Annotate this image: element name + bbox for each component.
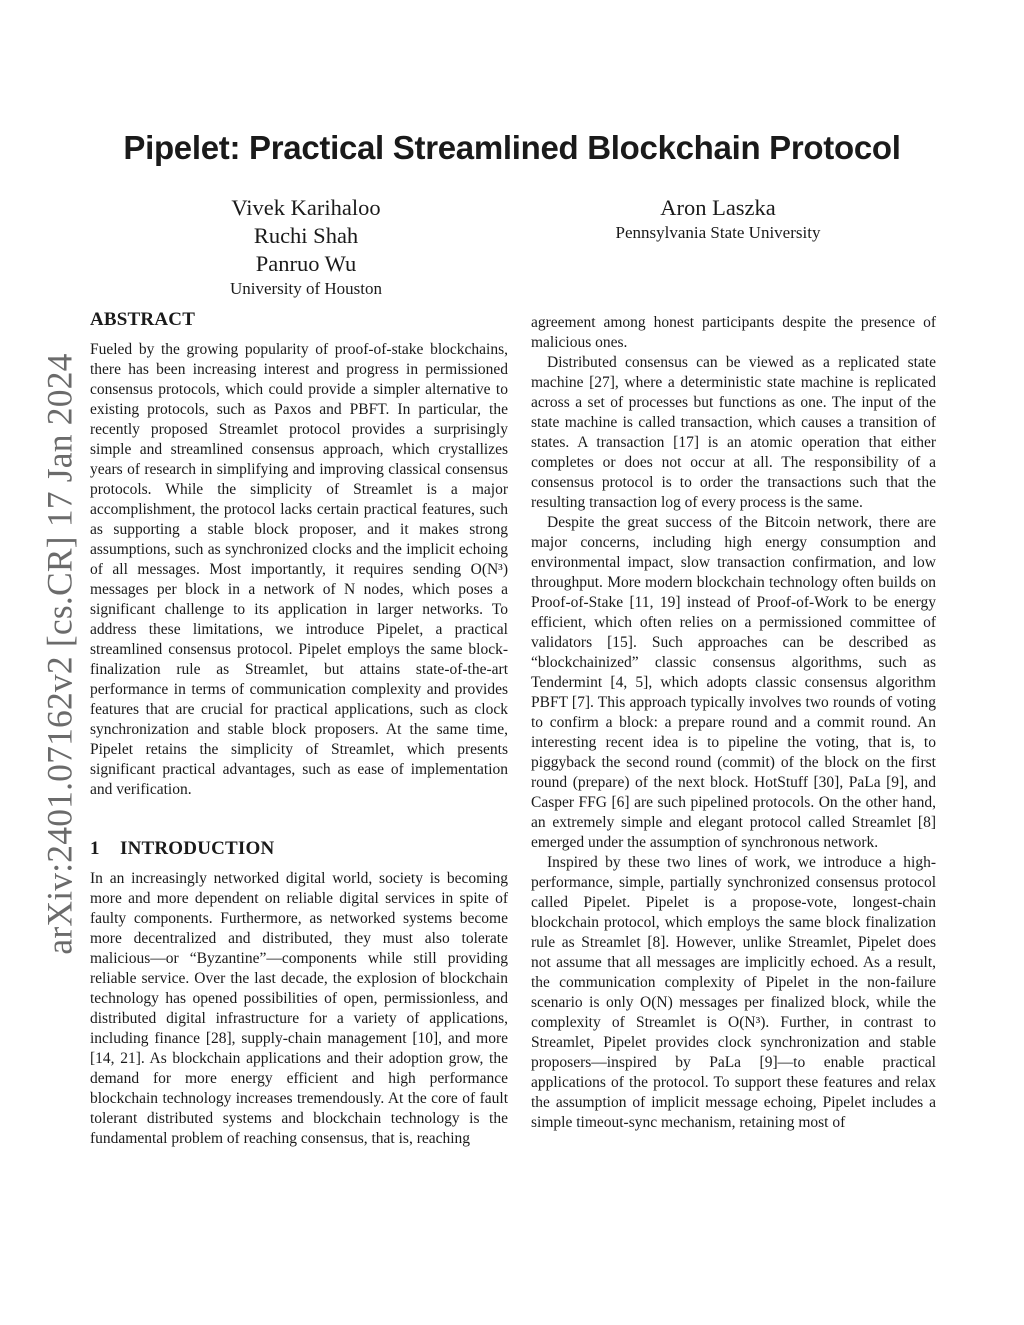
author-name: Vivek Karihaloo [231,195,381,220]
author-block-right [580,194,856,244]
author-name: Panruo Wu [255,251,357,276]
author-name: Ruchi Shah [253,223,359,248]
body-paragraph: agreement among honest participants despite the presence of malicious ones. [531,314,936,351]
left-column [90,309,508,1149]
affiliation: Pennsylvania State University [615,223,821,242]
paper-title: Pipelet: Practical Streamlined Blockchain Protocol [123,129,901,166]
author-block-left [188,194,424,300]
body-paragraph: Distributed consensus can be viewed as a replicated state machine [27], where a deterministic state machine is replicated across a set of processes but functions as one. The input of the state machine is called transaction, which causes a transition of states. A transaction [17] is an atomic operation that either completes or does not occur at all. The responsibility of a consensus protocol is to order the transactions such that the resulting transaction log of every process is the same. [531,354,936,511]
affiliation: University of Houston [229,279,383,298]
author-name: Aron Laszka [660,195,776,220]
body-paragraph: Inspired by these two lines of work, we introduce a high-performance, simple, partially synchronized consensus protocol called Pipelet. Pipelet is a propose-vote, longest-chain blockchain protocol, which employs the same block finalization rule as Streamlet [8]. However, unlike Streamlet, Pipelet does not assume that all messages are implicitly echoed. As a result, the communication complexity of Pipelet in the non-failure scenario is only O(N) messages per finalized block, while the complexity of Streamlet is O(N³). Further, in contrast to Streamlet, Pipelet provides clock synchronization and stable proposers—inspired by PaLa [9]—to enable practical applications of the protocol. To support these features and relax the assumption of implicit message echoing, Pipelet includes a simple timeout-sync mechanism, retaining most of [531,854,936,1131]
section-title: INTRODUCTION [120,838,275,859]
body-paragraph: Despite the great success of the Bitcoin network, there are major concerns, including high energy consumption and environmental impact, slow transaction confirmation, and low throughput. More modern blockchain technology often builds on Proof-of-Stake [11, 19] instead of Proof-of-Work to be energy efficient, which often relies on a permissioned committee of validators [15]. Such approaches can be described as “blockchainized” classic consensus algorithms, such as Tendermint [4, 5], which adopts classic consensus algorithm PBFT [7]. This approach typically involves two rounds of voting to confirm a block: a prepare round and a commit round. An interesting recent idea is to pipeline the voting, that is, to piggyback the second round (commit) of the block on the first round (prepare) of the next block. HotStuff [30], PaLa [9], and Casper FFG [6] are such pipelined protocols. On the other hand, an extremely simple and elegant protocol called Streamlet [8] emerged under the assumption of synchronous network. [531,514,936,851]
arxiv-id-text: arXiv:2401.07162v2 [cs.CR] 17 Jan 2024 [40,353,80,955]
section-number: 1 [90,838,100,859]
arxiv-identifier [40,353,80,955]
body-paragraph: In an increasingly networked digital world, society is becoming more and more dependent on reliable digital services in spite of faulty components. Furthermore, as networked systems become more decentralized and distributed, they must also tolerate malicious—or “Byzantine”—components while still providing reliable service. Over the last decade, the explosion of blockchain technology has opened possibilities of open, permissionless, and distributed digital infrastructure for a variety of applications, including finance [28], supply-chain management [10], and more [14, 21]. As blockchain applications and their adoption grow, the demand for more energy efficient and high performance blockchain technology increases tremendously. At the core of fault tolerant distributed systems and blockchain technology is the fundamental problem of reaching consensus, that is, reaching [90,870,508,1147]
abstract-heading: ABSTRACT [90,309,196,330]
section-heading [90,838,508,860]
abstract-text: Fueled by the growing popularity of proof-of-stake blockchains, there has been increasing interest and progress in permissioned consensus protocols, which could provide a simpler alternative to existing protocols, such as Paxos and PBFT. In particular, the recently proposed Streamlet protocol provides a surprisingly simple and streamlined consensus approach, which crystallizes years of research in simplifying and improving classical consensus protocols. While the simplicity of Streamlet is a major accomplishment, the protocol lacks certain practical features, such as supporting a stable block proposer, and it makes strong assumptions, such as synchronized clocks and the implicit echoing of all messages. Most importantly, it requires sending O(N³) messages per block in a network of N nodes, which poses a significant challenge to its application in larger networks. To address these limitations, we introduce Pipelet, a practical streamlined consensus protocol. Pipelet employs the same block-finalization rule as Streamlet, but attains state-of-the-art performance in terms of communication complexity and provides features that are crucial for practical applications, such as clock synchronization and stable block proposers. At the same time, Pipelet retains the simplicity of Streamlet, which presents significant practical advantages, such as ease of implementation and verification. [90,341,508,798]
right-column [531,313,936,1133]
